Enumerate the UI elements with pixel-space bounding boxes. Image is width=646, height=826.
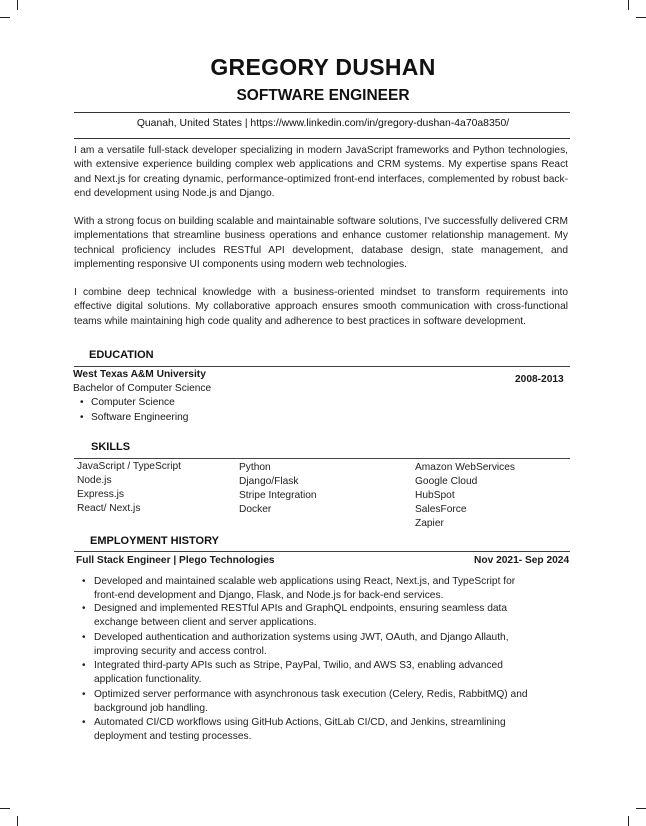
crop-mark xyxy=(636,808,646,809)
responsibility-text: Automated CI/CD workflows using GitHub Actions, GitLab CI/CD, and Jenkins, streamlining deployment and testing processes. xyxy=(94,717,506,743)
skills-heading: SKILLS xyxy=(91,441,131,453)
list-item xyxy=(82,631,534,659)
list-item xyxy=(82,659,534,687)
school-name: West Texas A&M University xyxy=(73,369,206,380)
responsibility-text: Developed authentication and authorization systems using JWT, OAuth, and Django Allauth, improving security and access control. xyxy=(94,632,509,658)
skill-item: Python xyxy=(239,462,271,473)
skill-item: Amazon WebServices xyxy=(415,462,516,473)
crop-mark xyxy=(628,816,629,826)
list-item xyxy=(82,688,534,716)
skill-item: Docker xyxy=(239,504,272,515)
candidate-name: GREGORY DUSHAN xyxy=(210,54,436,80)
bullet-icon: • xyxy=(82,632,86,643)
skill-item: Node.js xyxy=(77,475,112,486)
skill-item: SalesForce xyxy=(415,504,467,515)
contact-line: Quanah, United States | https://www.linkedin.com/in/gregory-dushan-4a70a8350/ xyxy=(136,118,510,129)
education-heading: EDUCATION xyxy=(89,349,154,361)
employment-dates: Nov 2021- Sep 2024 xyxy=(474,555,570,566)
section-divider xyxy=(74,458,570,459)
list-item xyxy=(80,412,189,423)
skill-item: Stripe Integration xyxy=(239,490,317,501)
summary-paragraph: I combine deep technical knowledge with a business-oriented mindset to transform requirements into effective digital solutions. My collaborative approach ensures smooth communication with cross-functional teams while maintaining high code quality and adherence to best practices in software development. xyxy=(74,287,568,327)
bullet-icon: • xyxy=(80,412,84,423)
course-label: Software Engineering xyxy=(91,412,189,423)
bullet-icon: • xyxy=(82,660,86,671)
skill-item: JavaScript / TypeScript xyxy=(77,461,181,472)
skill-item: Django/Flask xyxy=(239,476,299,487)
skill-item: Google Cloud xyxy=(415,476,478,487)
course-label: Computer Science xyxy=(91,397,175,408)
bullet-icon: • xyxy=(82,717,86,728)
responsibility-text: Integrated third-party APIs such as Stripe, PayPal, Twilio, and AWS S3, enabling advanced application functionality. xyxy=(94,660,503,686)
crop-mark xyxy=(17,816,18,826)
employment-heading: EMPLOYMENT HISTORY xyxy=(90,535,219,547)
skill-item: Zapier xyxy=(415,518,444,529)
crop-mark xyxy=(0,808,10,809)
list-item xyxy=(80,397,175,408)
employer-line: Full Stack Engineer | Plego Technologies xyxy=(76,555,275,566)
crop-mark xyxy=(636,17,646,18)
summary-paragraph: With a strong focus on building scalable and maintainable software solutions, I've successfully delivered CRM implementations that streamline business operations and enhance customer relationship management. My technical proficiency includes RESTful API development, database design, state management, and implementing responsive UI components using modern web technologies. xyxy=(74,216,568,270)
crop-mark xyxy=(0,17,10,18)
section-divider xyxy=(74,551,570,552)
divider xyxy=(74,138,570,139)
responsibility-text: Optimized server performance with asynchronous task execution (Celery, Redis, RabbitMQ) and background job handling. xyxy=(94,689,528,715)
crop-mark xyxy=(17,0,18,10)
bullet-icon: • xyxy=(80,397,84,408)
job-title-heading: SOFTWARE ENGINEER xyxy=(236,87,410,104)
skill-item: React/ Next.js xyxy=(77,503,141,514)
bullet-icon: • xyxy=(82,603,86,614)
crop-mark xyxy=(628,0,629,10)
degree: Bachelor of Computer Science xyxy=(73,383,212,394)
bullet-icon: • xyxy=(82,576,86,587)
education-dates: 2008-2013 xyxy=(515,374,564,385)
skill-item: HubSpot xyxy=(415,490,455,501)
list-item xyxy=(82,602,534,630)
list-item xyxy=(82,716,534,744)
responsibility-text: Developed and maintained scalable web applications using React, Next.js, and TypeScript for front-end development and Django, Flask, and Node.js for back-end services. xyxy=(94,576,516,602)
summary-paragraph: I am a versatile full-stack developer specializing in modern JavaScript frameworks and Python technologies, with extensive experience building complex web applications and CRM systems. My expertise spans React and Next.js for creating dynamic, performance-optimized front-end interfaces, complemented by robust back-end development using Node.js and Django. xyxy=(74,145,568,199)
skill-item: Express.js xyxy=(77,489,124,500)
responsibility-text: Designed and implemented RESTful APIs and GraphQL endpoints, ensuring seamless data exchange between client and server applications. xyxy=(94,603,508,629)
divider xyxy=(74,112,570,113)
list-item xyxy=(82,575,534,603)
bullet-icon: • xyxy=(82,689,86,700)
section-divider xyxy=(74,366,570,367)
